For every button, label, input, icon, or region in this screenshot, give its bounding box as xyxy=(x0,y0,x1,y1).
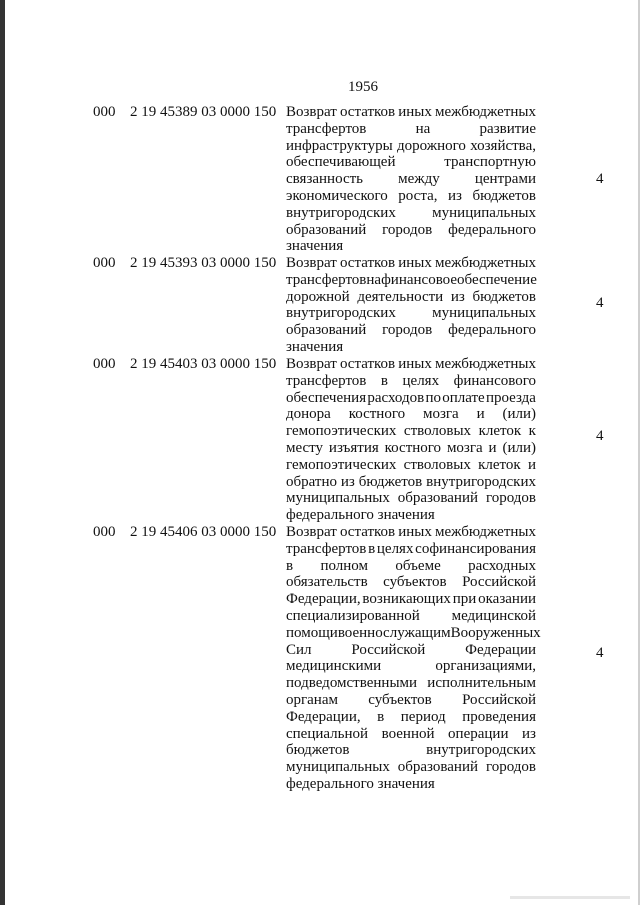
amount: 4 xyxy=(596,645,604,661)
description-word: городов xyxy=(382,221,433,238)
description-word: гемопоэтических xyxy=(286,423,397,440)
description-word: федерального xyxy=(286,775,378,792)
description-line xyxy=(286,507,536,524)
admin-code: 000 xyxy=(93,356,116,372)
description-word: муниципальных xyxy=(286,490,390,507)
description-word: месту xyxy=(286,439,324,456)
description-line xyxy=(286,574,536,591)
budget-classification-code: 2 19 45406 03 0000 150 xyxy=(130,524,277,540)
description-line xyxy=(286,624,541,642)
description-line xyxy=(286,121,536,138)
description-word: целях xyxy=(376,540,414,557)
description-line xyxy=(286,339,536,356)
budget-classification-code: 2 19 45393 03 0000 150 xyxy=(130,255,277,271)
description-word: операции xyxy=(448,725,509,742)
scan-edge-left xyxy=(0,0,5,905)
description-word: деятельности xyxy=(357,288,444,305)
description-word: органам xyxy=(286,691,338,708)
description-word: на xyxy=(415,120,431,137)
description-word: обеспечивающей xyxy=(286,154,396,171)
description-word: костного xyxy=(384,439,442,456)
description-word: дорожной xyxy=(286,288,350,305)
description-word: развитие xyxy=(479,120,536,137)
description-line xyxy=(286,322,536,339)
description-line xyxy=(286,675,536,692)
description-word: специальной xyxy=(286,725,369,742)
description-word: образований xyxy=(286,322,367,339)
amount: 4 xyxy=(596,171,604,187)
description-word: Вооруженных xyxy=(450,624,541,641)
description-word: федерального xyxy=(286,507,378,524)
description-word: связанность xyxy=(286,171,364,188)
row-description xyxy=(286,524,541,793)
description-word: при xyxy=(452,591,477,608)
description-word: субъектов xyxy=(383,574,447,591)
description-line xyxy=(286,658,536,675)
description-line xyxy=(286,305,536,322)
description-line xyxy=(286,171,536,188)
description-word: внутригородских xyxy=(286,305,396,322)
description-line xyxy=(286,255,536,272)
description-line xyxy=(286,440,536,457)
description-line xyxy=(286,423,536,440)
description-word: клеток xyxy=(478,423,522,440)
description-word: транспортную xyxy=(444,154,536,171)
description-word: образований xyxy=(286,221,367,238)
description-word: центрами xyxy=(474,171,536,188)
row-description xyxy=(286,356,536,524)
description-word: и xyxy=(527,456,536,473)
description-word: военнослужащим xyxy=(337,624,451,641)
description-word: донора xyxy=(286,406,331,423)
description-word: из xyxy=(340,473,355,490)
description-word: Российской xyxy=(462,574,536,591)
description-word: городов xyxy=(485,490,536,507)
description-word: (или) xyxy=(502,439,536,456)
description-word: Возврат xyxy=(286,104,337,120)
description-word: из xyxy=(450,288,465,305)
description-line xyxy=(286,104,536,121)
description-word: исполнительным xyxy=(427,675,536,692)
description-word: костного xyxy=(348,406,406,423)
description-line xyxy=(286,591,536,608)
description-word: образований xyxy=(397,490,479,507)
description-word: инфраструктуры xyxy=(286,137,393,154)
description-word: межбюджетных xyxy=(434,104,536,120)
description-line xyxy=(286,188,536,205)
description-line xyxy=(286,726,536,743)
description-line xyxy=(286,490,536,507)
description-word: Сил xyxy=(286,641,312,658)
description-word: муниципальных xyxy=(286,759,390,776)
description-word: и xyxy=(488,439,497,456)
description-word: мозга xyxy=(422,406,459,423)
description-word: Федерации xyxy=(465,641,536,658)
description-word: расходов xyxy=(367,389,425,406)
description-word: в xyxy=(380,372,388,389)
description-word: к xyxy=(528,423,536,440)
description-word: трансфертов xyxy=(286,540,367,557)
description-word: городов xyxy=(485,759,536,776)
description-word: роста, xyxy=(398,187,438,204)
description-line xyxy=(286,373,536,390)
description-line xyxy=(286,272,536,289)
description-word: в xyxy=(368,540,376,557)
description-word: возникающих xyxy=(362,591,451,608)
description-word: в xyxy=(286,557,294,574)
admin-code: 000 xyxy=(93,524,116,540)
description-line xyxy=(286,474,536,491)
description-word: иных xyxy=(398,255,432,271)
description-word: значения xyxy=(286,238,344,255)
description-word: финансового xyxy=(453,372,536,389)
description-word: трансфертов xyxy=(286,271,367,288)
description-word: иных xyxy=(398,104,432,120)
description-line xyxy=(286,742,536,759)
description-word: Федерации, xyxy=(286,591,361,608)
description-word: на xyxy=(366,271,382,288)
description-word: организациями, xyxy=(435,658,536,675)
description-word: трансфертов xyxy=(286,372,367,389)
description-word: специализированной xyxy=(286,607,420,624)
description-word: полном xyxy=(320,557,369,574)
description-word: бюджетов xyxy=(472,187,536,204)
description-word: подведомственными xyxy=(286,675,418,692)
description-word: из xyxy=(448,187,462,204)
description-word: Возврат xyxy=(286,356,337,372)
description-word: софинансирования xyxy=(415,540,536,557)
description-word: обеспечения xyxy=(286,389,367,406)
description-line xyxy=(286,541,536,558)
description-word: клеток xyxy=(478,456,521,473)
description-word: целях xyxy=(402,372,440,389)
description-word: проведения xyxy=(462,708,536,725)
description-word: обратно xyxy=(286,473,337,490)
description-word: остатков xyxy=(339,255,396,271)
description-word: иных xyxy=(398,356,432,372)
description-word: обеспечение xyxy=(457,271,537,288)
description-word: межбюджетных xyxy=(434,524,536,540)
admin-code: 000 xyxy=(93,255,116,271)
budget-classification-code: 2 19 45389 03 0000 150 xyxy=(130,104,277,120)
description-word: городов xyxy=(382,322,433,339)
description-word: экономического xyxy=(286,187,388,204)
description-line xyxy=(286,776,536,793)
description-line xyxy=(286,692,536,709)
description-word: медицинской xyxy=(451,607,536,624)
description-line xyxy=(286,289,536,306)
budget-classification-code: 2 19 45403 03 0000 150 xyxy=(130,356,277,372)
description-word: Возврат xyxy=(286,255,337,271)
description-word: по xyxy=(425,389,441,406)
description-word: объеме xyxy=(395,557,441,574)
description-word: изъятия xyxy=(328,439,379,456)
description-word: обязательств xyxy=(286,574,368,591)
description-word: остатков xyxy=(339,524,396,540)
description-word: в xyxy=(377,708,385,725)
description-line xyxy=(286,154,536,171)
description-word: медицинскими xyxy=(286,658,382,675)
description-word: внутригородских xyxy=(426,742,536,759)
description-word: стволовых xyxy=(403,423,472,440)
description-word: и xyxy=(476,406,485,423)
description-word: Российской xyxy=(351,641,426,658)
description-word: хозяйства, xyxy=(470,137,536,154)
description-line xyxy=(286,238,536,255)
description-word: остатков xyxy=(339,356,396,372)
description-word: между xyxy=(398,171,440,188)
description-word: Российской xyxy=(462,691,536,708)
amount: 4 xyxy=(596,295,604,311)
description-word: образований xyxy=(397,759,479,776)
description-line xyxy=(286,222,536,239)
description-line xyxy=(286,709,536,726)
description-word: из xyxy=(522,725,536,742)
description-word: федерального xyxy=(448,221,536,238)
description-word: мозга xyxy=(446,439,483,456)
description-word: Федерации, xyxy=(286,708,361,725)
description-word: помощи xyxy=(286,624,338,641)
description-word: муниципальных xyxy=(432,204,536,221)
description-word: трансфертов xyxy=(286,120,367,137)
description-word: внутригородских xyxy=(426,473,536,490)
description-line xyxy=(286,558,536,575)
admin-code: 000 xyxy=(93,104,116,120)
row-description xyxy=(286,104,536,255)
description-word: Возврат xyxy=(286,524,337,540)
description-word: (или) xyxy=(502,406,536,423)
description-word: гемопоэтических xyxy=(286,456,397,473)
description-word: оказании xyxy=(478,591,536,608)
description-word: дорожного xyxy=(396,137,466,154)
description-line xyxy=(286,356,536,373)
description-word: значения xyxy=(377,507,435,524)
description-word: бюджетов xyxy=(358,473,423,490)
description-word: межбюджетных xyxy=(434,255,536,271)
description-line xyxy=(286,138,536,155)
description-line xyxy=(286,457,536,474)
scan-artifact xyxy=(510,896,630,899)
description-word: значения xyxy=(377,775,435,792)
description-word: стволовых xyxy=(403,456,471,473)
description-word: значения xyxy=(286,338,344,355)
description-word: бюджетов xyxy=(472,288,536,305)
description-line xyxy=(286,406,536,423)
description-word: финансовое xyxy=(381,271,458,288)
description-word: оплате xyxy=(442,389,485,406)
row-description xyxy=(286,255,536,356)
description-line xyxy=(286,759,536,776)
description-word: межбюджетных xyxy=(434,356,536,372)
description-word: субъектов xyxy=(368,691,432,708)
amount: 4 xyxy=(596,428,604,444)
page-number: 1956 xyxy=(348,79,378,95)
description-word: внутригородских xyxy=(286,204,396,221)
description-line xyxy=(286,524,536,541)
description-word: бюджетов xyxy=(286,742,350,759)
description-word: иных xyxy=(398,524,432,540)
description-line xyxy=(286,390,536,407)
description-word: расходных xyxy=(468,557,536,574)
description-word: период xyxy=(400,708,446,725)
description-word: федерального xyxy=(448,322,536,339)
description-line xyxy=(286,205,536,222)
description-line xyxy=(286,642,536,659)
description-word: остатков xyxy=(339,104,396,120)
description-word: муниципальных xyxy=(432,305,536,322)
description-line xyxy=(286,608,536,625)
description-word: проезда xyxy=(485,389,536,406)
description-word: военной xyxy=(381,725,435,742)
